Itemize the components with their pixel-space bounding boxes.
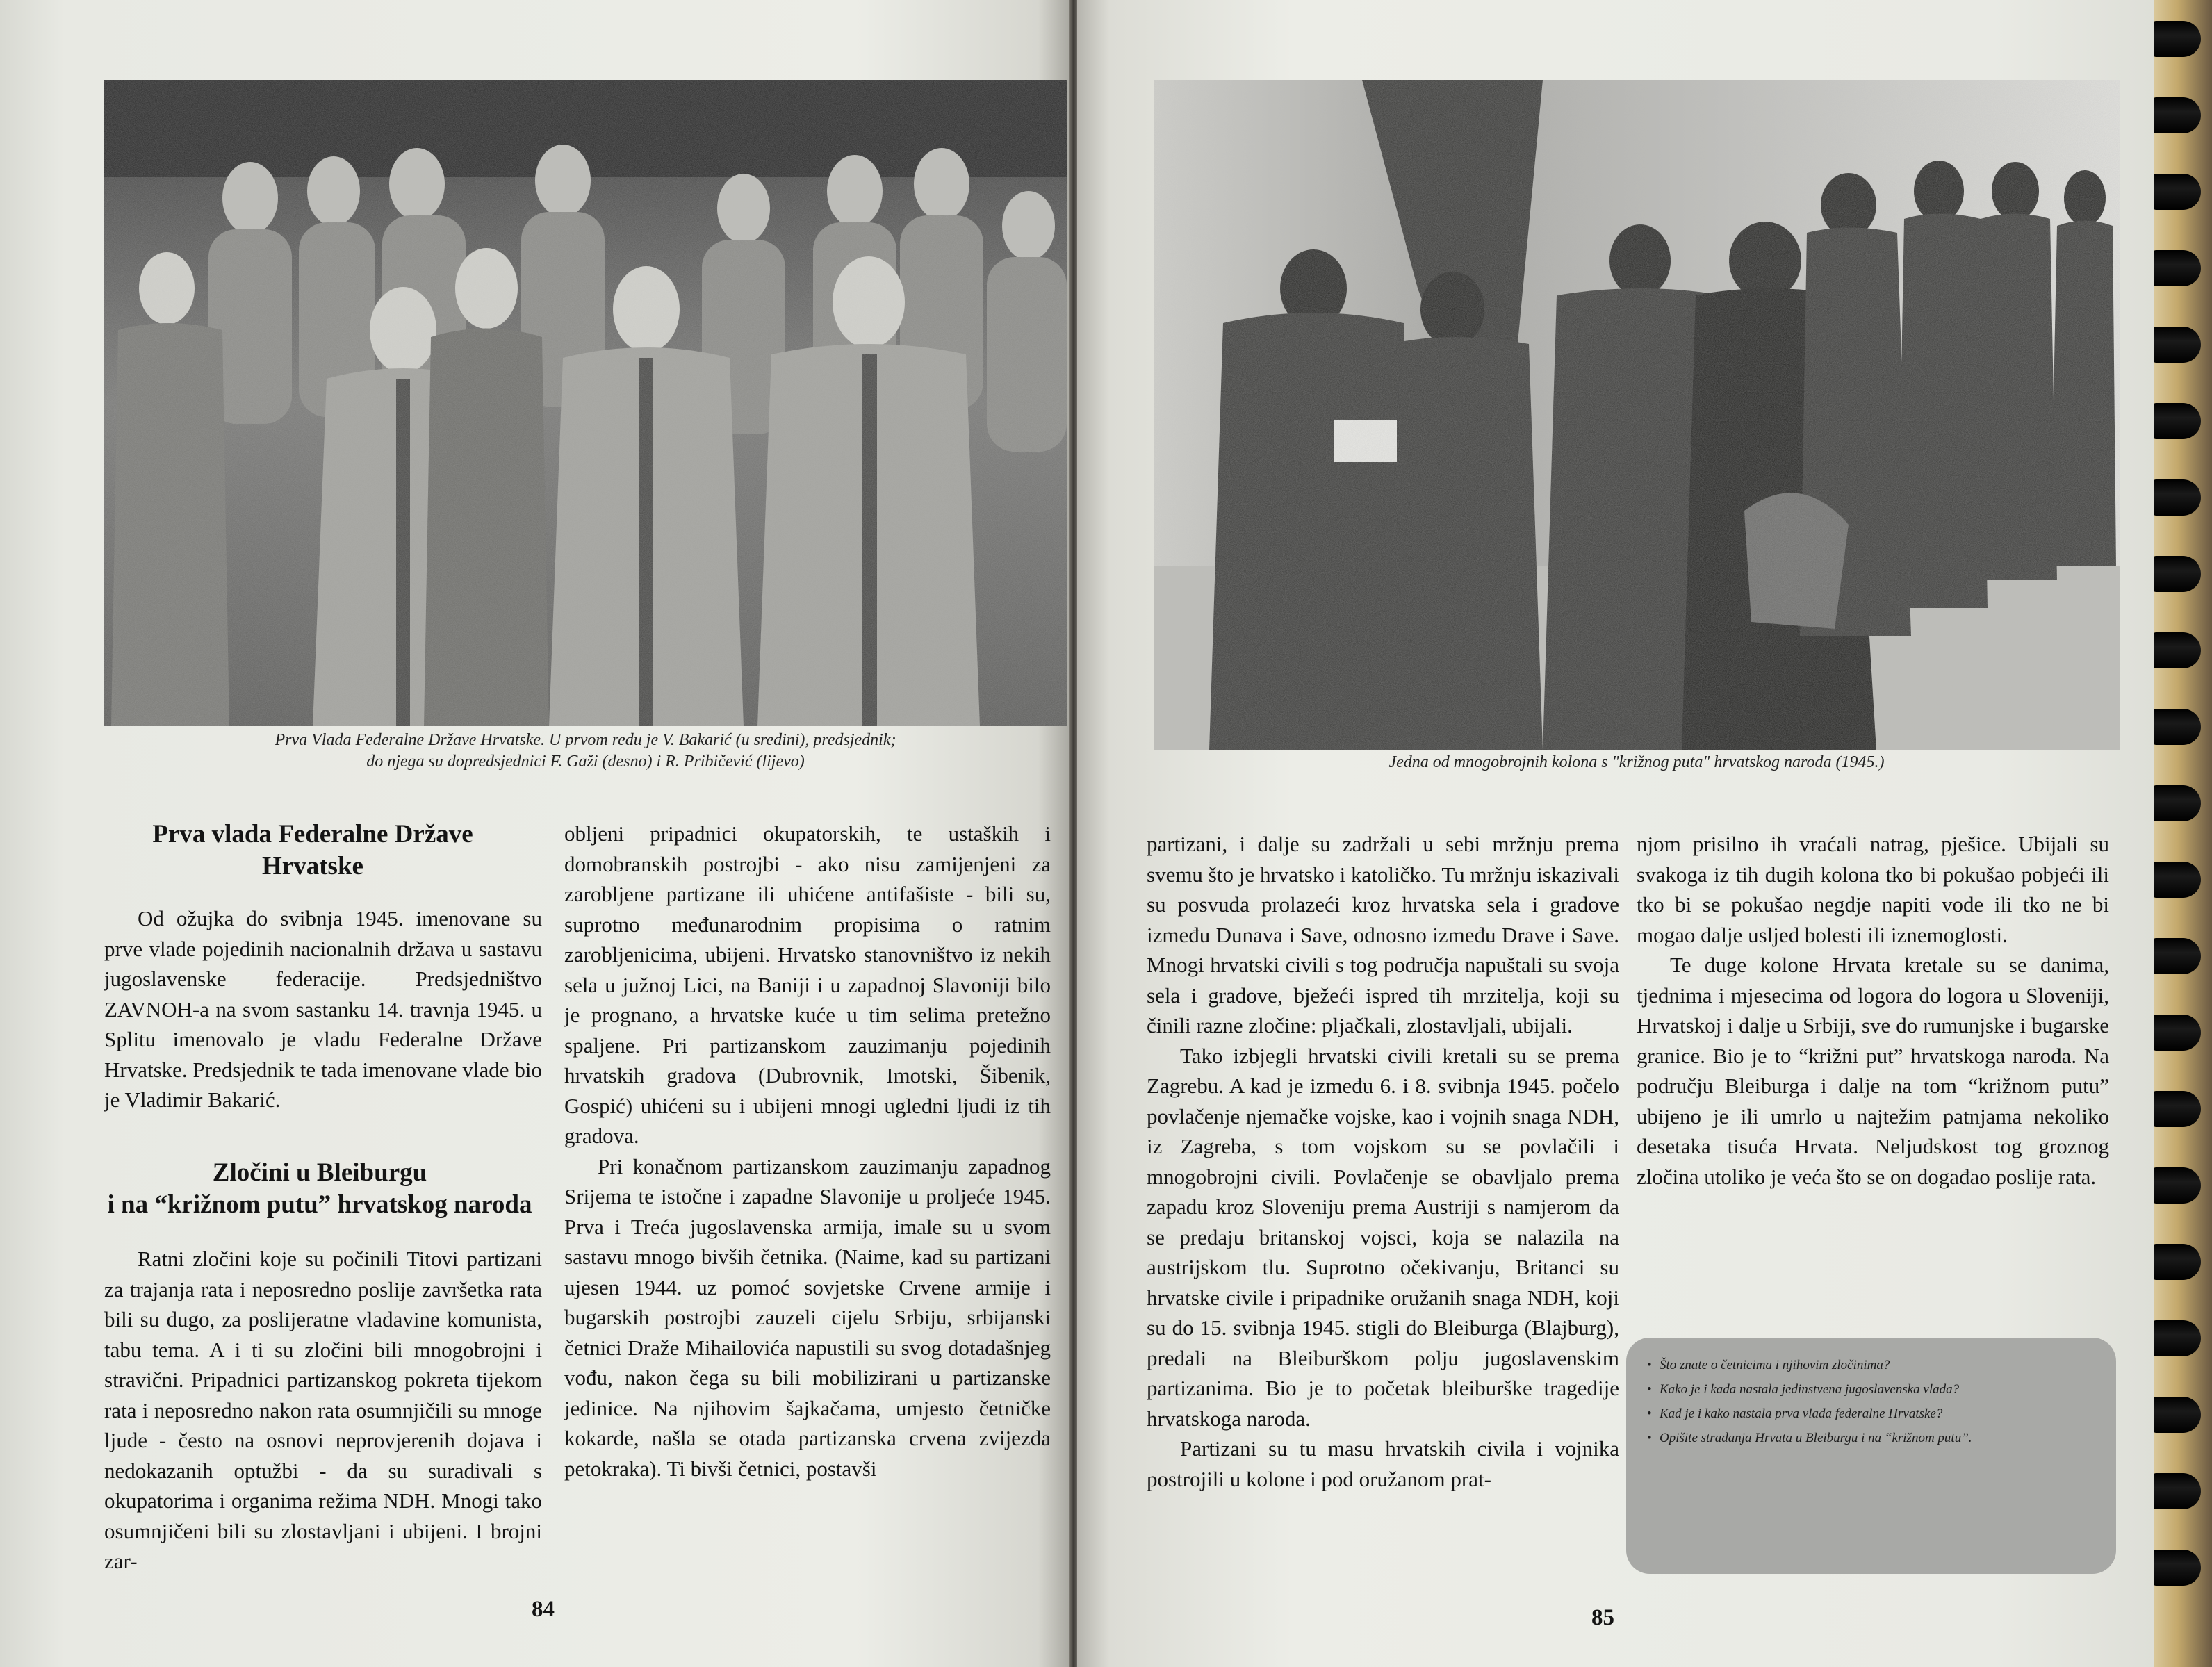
section-heading-bleiburg: Zločini u Bleiburgu i na “križnom putu” hrvatskog naroda xyxy=(107,1158,532,1219)
binding-coil xyxy=(2151,327,2201,363)
paragraph-government: Od ožujka do svibnja 1945. imenovane su prve vlade pojedinih nacionalnih država u sastavu jugoslavenske federacije. Predsjedništvo ZAVNOH-a na svom sastanku 14. travnja 1945. u Splitu imenovalo je vladu Federalne Države Hrvatske. Predsjednik te tada imenovane vlade bio je Vladimir Bakarić. xyxy=(104,906,542,1112)
left-column-1-top xyxy=(104,903,542,1115)
binding-coil xyxy=(2151,709,2201,745)
page-number-85: 85 xyxy=(1591,1605,1614,1630)
binding-coil xyxy=(2151,1473,2201,1509)
binding-coil xyxy=(2151,1015,2201,1051)
question-item: • Opišite stradanja Hrvata u Bleiburgu i na “križnom putu”. xyxy=(1647,1429,2095,1447)
left-page xyxy=(0,0,1070,1667)
paragraph-columns: Partizani su tu masu hrvatskih civila i vojnika postrojili u kolone i pod oružanom prat- xyxy=(1147,1436,1619,1491)
question-item: • Kako je i kada nastala jedinstvena jugoslavenska vlada? xyxy=(1647,1380,2095,1399)
binding-coil xyxy=(2151,21,2201,57)
page-number-84: 84 xyxy=(532,1597,555,1622)
binding-coil xyxy=(2151,938,2201,974)
binding-coil xyxy=(2151,1091,2201,1127)
paragraph-prisoners: obljeni pripadnici okupatorskih, te ustaških i domobranskih postrojbi - ako nisu zamijenjeni za zarobljene partizane ili uhićene antifašiste - bili su, suprotno međunarodnim propisima o ratnim zarobljenicima, ubijeni. Hrvatsko stanovništvo iz nekih sela u južnoj Lici, na Baniji i u zapadnoj Slavoniji bilo je prognano, a hrvatske kuće u tim selima pretežno spaljene. Pri partizanskom zauzimanju pojedinih hrvatskih gradova (Dubrovnik, Imotski, Šibenik, Gospić) uhićeni su i ubijeni mnogi ugledni ljudi iz tih gradova. xyxy=(564,821,1051,1148)
binding-coil xyxy=(2151,632,2201,668)
paragraph-forced-return: njom prisilno ih vraćali natrag, pješice. Ubijali su svakoga iz tih dugih kolona tko bi pokušao pobjeći ili tko bi se pokušao negdje napiti vode ili tko ne bi mogao dalje usljed bolesti ili iznemoglosti. xyxy=(1637,832,2109,947)
binding-coil xyxy=(2151,403,2201,439)
photo-caption xyxy=(118,730,1053,773)
binding-coil xyxy=(2151,862,2201,898)
paragraph-retreat: Tako izbjegli hrvatski civili kretali su se prema Zagrebu. A kad je između 6. i 8. svibnja 1945. počelo povlačenje njemačke vojske, kao i vojnih snaga NDH, iz Zagreba, s tom vojskom su se povlačili i mnogobrojni civili. Povlačenje se obavljalo prema zapadu kroz Sloveniju prema Austriji s namjerom da se predaju britanskoj vojsci, koja se nalazila na austrijskom tlu. Suprotno očekivanju, Britanci su hrvatske civile i pripadnike oružanih snaga NDH, koji su do 15. svibnja 1945. stigli do Bleiburga (Blajburg), predali na Bleiburškom polju jugoslavenskim partizanima. Bio je to početak bleiburške tragedije hrvatskoga naroda. xyxy=(1147,1043,1619,1431)
section-heading-first-government: Prva vlada Federalne Države Hrvatske xyxy=(152,820,473,880)
paragraph-srijem: Pri konačnom partizanskom zauzimanju zapadnog Srijema te istočne i zapadne Slavonije u proljeće 1945. Prva i Treća jugoslavenska armija, imale su u svom sastavu mnogo bivših četnika. (Naime, kad su partizani ujesen 1944. uz pomoć sovjetske Crvene armije i bugarskih postrojbi zauzeli cijelu Srbiju, srbijanski četnici Draže Mihailovića napustili su svog dotadašnjeg vođu, nakon čega su bili mobilizirani u partizanske jedinice. Na njihovim šajkačama, umjesto četničke kokarde, našla se otada partizanska crvena zvijezda petokraka). Ti bivši četnici, postavši xyxy=(564,1153,1051,1481)
right-column-2 xyxy=(1637,829,2109,1192)
binding-coil xyxy=(2151,1397,2201,1433)
binding-coil xyxy=(2151,174,2201,210)
binding-coil xyxy=(2151,250,2201,286)
paragraph-way-of-cross: Te duge kolone Hrvata kretale su se danima, tjednima i mjesecima od logora do logora u Sloveniji, Hrvatskoj i dalje u Srbiji, sve do rumunjske i bugarske granice. Bio je to “križni put” hrvatskoga naroda. Na području Bleiburga i dalje na tom “križnom putu” ubijeno je ili umrlo u najtežim patnjama nekoliko desetaka tisuća Hrvata. Neljudskost tog groznog zločina utoliko je veća što se on događao poslije rata. xyxy=(1637,953,2109,1189)
question-list xyxy=(1647,1356,2095,1447)
left-column-1-bottom xyxy=(104,1244,542,1577)
refugee-column-photo xyxy=(1154,80,2120,750)
binding-coil xyxy=(2151,97,2201,133)
binding-coil xyxy=(2151,556,2201,592)
question-item: • Kad je i kako nastala prva vlada federalne Hrvatske? xyxy=(1647,1404,2095,1423)
right-column-1 xyxy=(1147,829,1619,1494)
binding-coil xyxy=(2151,1244,2201,1280)
binding-coil xyxy=(2151,1167,2201,1204)
question-item: • Što znate o četnicima i njihovim zločinima? xyxy=(1647,1356,2095,1374)
binding-coil xyxy=(2151,1550,2201,1586)
binding-coil xyxy=(2151,785,2201,821)
left-column-2 xyxy=(564,819,1051,1484)
photo-caption: Jedna od mnogobrojnih kolona s "križnog puta" hrvatskog naroda (1945.) xyxy=(1388,753,1885,771)
caption-line-2: do njega su dopredsjednici F. Gaži (desno) i R. Pribičević (lijevo) xyxy=(366,753,805,771)
first-croatian-government-photo xyxy=(104,80,1067,726)
binding-coil xyxy=(2151,1320,2201,1356)
binding-coil xyxy=(2151,479,2201,516)
caption-line-1: Prva Vlada Federalne Države Hrvatske. U prvom redu je V. Bakarić (u sredini), predsjednik; xyxy=(275,731,896,749)
paragraph-hatred: partizani, i dalje su zadržali u sebi mržnju prema svemu što je hrvatsko i katoličko. Tu mržnju iskazivali su posvuda prolazeći kroz hrvatska sela i gradove između Dunava i Save, odnosno između Drave i Save. Mnogi hrvatski civili s tog područja napuštali su svoja sela i gradove, bježeći ispred tih mrzitelja, koji su činili razne zločine: pljačkali, zlostavljali, ubijali. xyxy=(1147,832,1619,1037)
paragraph-war-crimes: Ratni zločini koje su počinili Titovi partizani za trajanja rata i neposredno poslije završetka rata bili su dugo, za poslijeratne vladavine komunista, tabu tema. A i ti su zločini bili mnogobrojni i stravični. Pripadnici partizanskog pokreta tijekom rata i neposredno nakon rata osumnjičili su mnoge ljude - često na osnovi neprovjerenih dojava i nedokazanih optužbi - da su suradivali s okupatorima i organima režima NDH. Mnogi tako osumnjičeni bili su zlostavljani i ubijeni. I brojni zar- xyxy=(104,1247,542,1573)
review-questions-box xyxy=(1626,1338,2116,1574)
